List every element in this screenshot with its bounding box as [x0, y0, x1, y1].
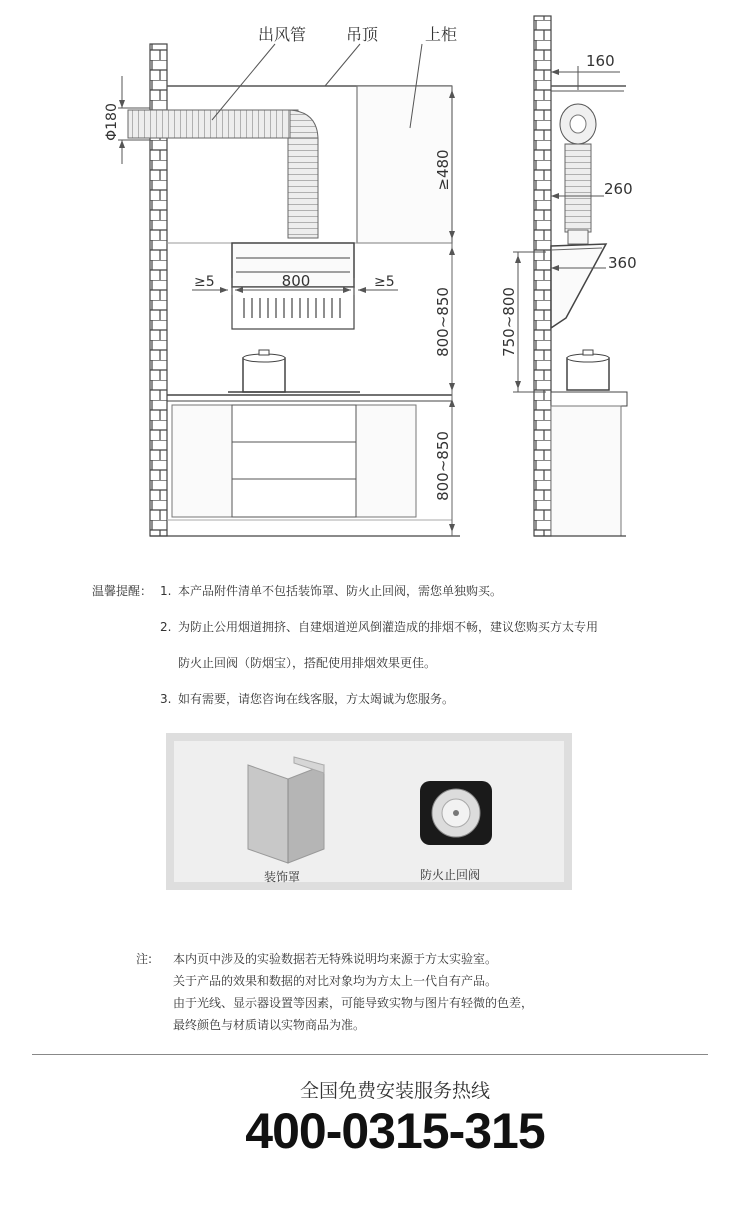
- installation-diagram: [0, 0, 750, 560]
- accessories-panel: [166, 733, 572, 890]
- exhaust-duct-vertical: [288, 138, 318, 238]
- exhaust-duct-side: [565, 144, 591, 232]
- side-260-label: 260: [604, 180, 633, 198]
- gap-left-label: ≥5: [194, 274, 215, 290]
- side-160-label: 160: [586, 52, 615, 70]
- side-height-label: 750~800: [500, 287, 518, 357]
- note-line: 本内页中涉及的实验数据若无特殊说明均来源于方太实验室。: [173, 952, 498, 966]
- exhaust-duct-horizontal: [128, 110, 298, 138]
- pot-front: [243, 358, 285, 392]
- fire-check-valve-icon: [416, 777, 496, 849]
- note-line: 关于产品的效果和数据的对比对象均为方太上一代自有产品。: [173, 974, 498, 988]
- hotline-title: 全国免费安装服务热线: [299, 1080, 490, 1102]
- counter-height-label: 800~850: [434, 431, 452, 501]
- pot-side: [567, 358, 609, 390]
- tip-text: 防火止回阀（防烟宝），搭配使用排烟效果更佳。: [178, 656, 437, 670]
- tip-text: 如有需要，请您咨询在线客服，方太竭诚为您服务。: [178, 692, 455, 706]
- hood-width-label: 800: [281, 272, 311, 290]
- duct-label: 出风管: [258, 25, 307, 44]
- ceiling-label: 吊顶: [346, 25, 379, 44]
- range-hood-side: [551, 244, 606, 328]
- gap-right-label: ≥5: [374, 274, 395, 290]
- divider: [32, 1054, 708, 1055]
- accessory-label-valve: 防火止回阀: [420, 868, 481, 882]
- note-line: 由于光线、显示器设置等因素，可能导致实物与图片有轻微的色差，: [173, 996, 534, 1010]
- tip-item: [160, 582, 502, 599]
- accessories-inner: [174, 741, 564, 882]
- hood-height-label: 800~850: [434, 287, 452, 357]
- hotline-phone[interactable]: 400-0315-315: [245, 1103, 545, 1159]
- upper-cabinet-label: 上柜: [425, 25, 458, 44]
- tip-item: [160, 690, 454, 707]
- lower-cabinet-side: [551, 406, 621, 536]
- note-label: 注:: [136, 952, 153, 966]
- accessory-label-cover: 装饰罩: [264, 870, 301, 884]
- min-480-label: ≥480: [434, 149, 452, 191]
- tip-number: 3.: [160, 692, 172, 706]
- tips-label: 温馨提醒：: [92, 584, 153, 598]
- tip-item: [160, 654, 436, 671]
- tip-item: [160, 618, 598, 635]
- tip-text: 为防止公用烟道拥挤、自建烟道逆风倒灌造成的排烟不畅，建议您购买方太专用: [178, 620, 599, 634]
- tip-number: 1.: [160, 584, 172, 598]
- brick-wall-side: [534, 16, 551, 536]
- side-360-label: 360: [608, 254, 637, 272]
- note-line: 最终颜色与材质请以实物商品为准。: [173, 1018, 366, 1032]
- tip-text: 本产品附件清单不包括装饰罩、防火止回阀，需您单独购买。: [178, 584, 503, 598]
- decorative-cover-icon: [242, 753, 334, 865]
- duct-diameter-label: Φ180: [104, 103, 120, 141]
- tip-number: 2.: [160, 620, 172, 634]
